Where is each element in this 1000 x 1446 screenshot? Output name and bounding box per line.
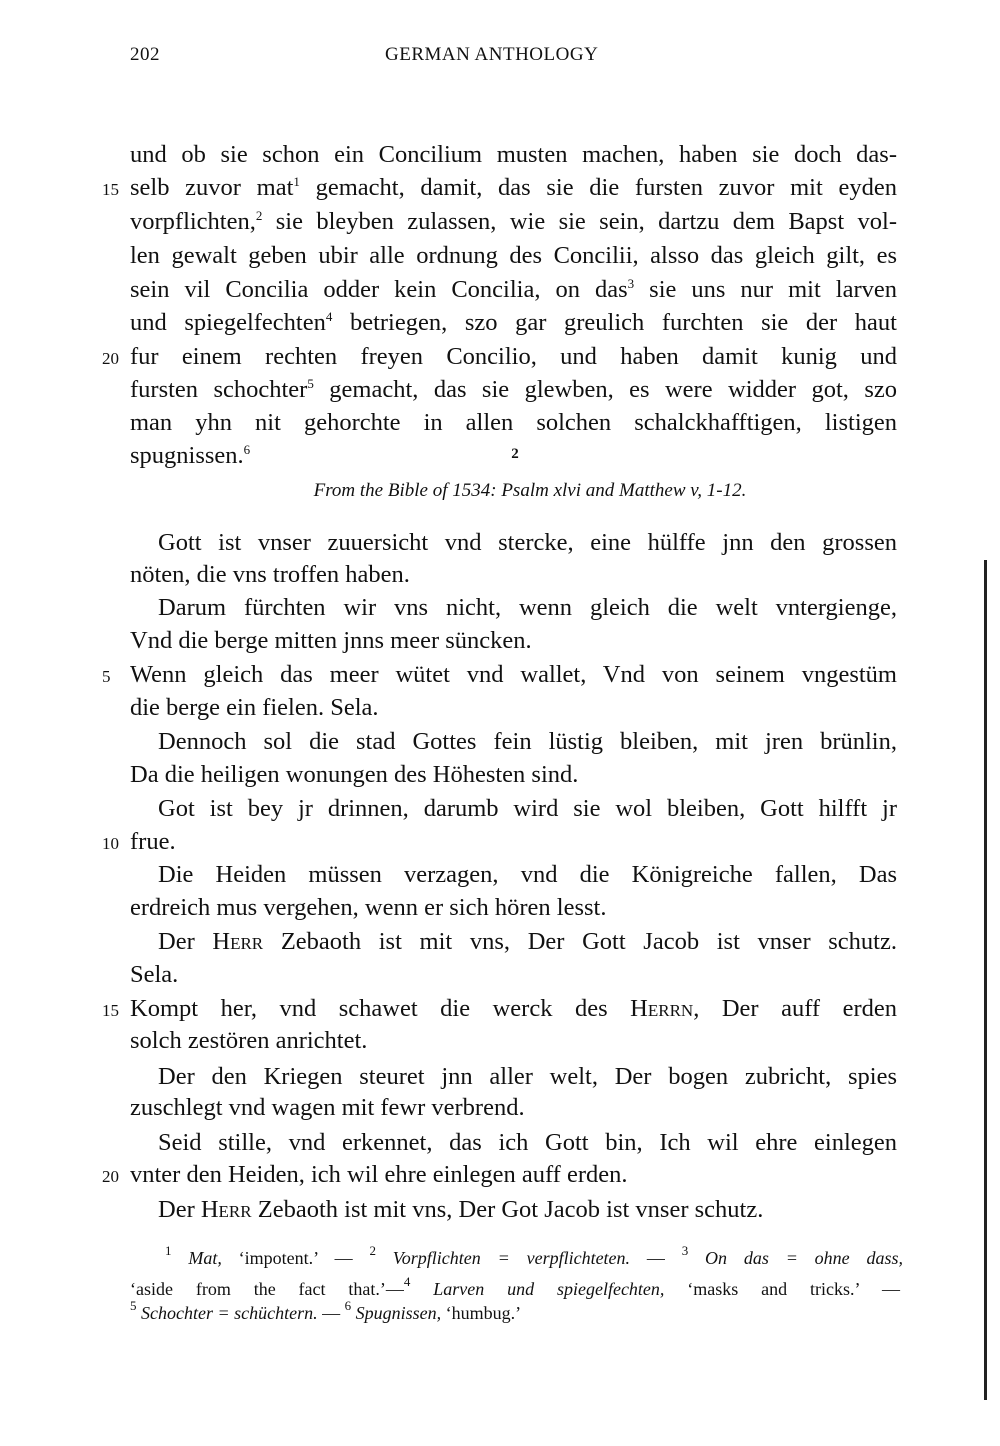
psalm-line (158, 727, 897, 757)
small-caps-text: Herr (212, 928, 264, 955)
line-text: sie uns nur mit larven (634, 276, 897, 303)
line-text: selb zuvor mat (130, 174, 294, 201)
line-text: frue. (130, 828, 176, 855)
footnote-text: ‘impotent.’ — (221, 1248, 370, 1268)
line-number: 20 (102, 349, 119, 368)
line-text: Gott ist vnser zuuersicht vnd stercke, eine hülffe jnn den grossen (158, 529, 897, 556)
prose-line (130, 241, 897, 271)
psalm-line (130, 626, 897, 656)
footnote-line (130, 1298, 905, 1325)
footnote-term: Mat, (188, 1248, 222, 1268)
scan-edge-line (984, 560, 987, 1400)
line-text: Vnd die berge mitten jnns meer süncken. (130, 627, 532, 654)
psalm-line (158, 593, 897, 623)
prose-line (130, 375, 897, 405)
line-text: Der (158, 1196, 201, 1223)
psalm-line (130, 693, 897, 723)
line-text: Sela. (130, 961, 179, 988)
footnote-ref: 2 (255, 208, 263, 223)
prose-line (130, 275, 897, 305)
line-text: sie bleyben zulassen, wie sie sein, dartzu dem Bapst vol- (262, 208, 897, 235)
line-text: Der (158, 928, 213, 955)
line-text: und spiegelfechten (130, 309, 326, 336)
footnote-text: ‘masks and tricks.’ — (664, 1279, 901, 1299)
line-text: betriegen, szo gar greulich furchten sie der haut (332, 309, 897, 336)
prose-line (130, 342, 897, 372)
footnote-text: ‘humbug.’ (441, 1303, 522, 1323)
psalm-line (130, 760, 897, 790)
psalm-line (158, 860, 897, 890)
prose-line (130, 408, 897, 438)
running-title: GERMAN ANTHOLOGY (385, 44, 599, 65)
line-text: man yhn nit gehorchte in allen solchen schalckhafftigen, listigen (130, 409, 897, 436)
line-text: Dennoch sol die stad Gottes fein lüstig bleiben, mit jren brünlin, (158, 728, 897, 755)
psalm-line (158, 1195, 897, 1225)
line-text: Der den Kriegen steuret jnn aller welt, Der bogen zubricht, spies (158, 1063, 897, 1090)
line-text: erdreich mus vergehen, wenn er sich hören lesst. (130, 894, 607, 921)
section-number: 2 (511, 446, 519, 462)
line-text: Die Heiden müssen verzagen, vnd die Königreiche fallen, Das (158, 861, 897, 888)
line-number: 10 (102, 834, 119, 853)
line-text: Zebaoth ist mit vns, Der Gott Jacob ist vnser schutz. (263, 928, 897, 955)
psalm-line (130, 560, 897, 590)
footnote-term: Schochter = schüchtern. (141, 1303, 318, 1323)
footnote-line (130, 1274, 901, 1301)
line-text: , Der auff erden (693, 995, 897, 1022)
section-title: From the Bible of 1534: Psalm xlvi and Matthew v, 1-12. (313, 480, 747, 501)
page-number: 202 (130, 44, 160, 65)
line-text: nöten, die vns troffen haben. (130, 561, 410, 588)
line-number: 15 (102, 1001, 119, 1020)
psalm-line (158, 794, 897, 824)
footnote-term: On das = ohne dass, (705, 1248, 903, 1268)
line-text: vnter den Heiden, ich wil ehre einlegen auff erden. (130, 1161, 628, 1188)
line-number: 20 (102, 1167, 119, 1186)
prose-line (130, 207, 897, 237)
line-text: fur einem rechten freyen Concilio, und haben damit kunig und (130, 343, 897, 370)
line-text: Darum fürchten wir vns nicht, wenn gleich die welt vntergienge, (158, 594, 897, 621)
footnote-marker: 3 (681, 1243, 689, 1258)
prose-line (130, 173, 897, 203)
footnote-marker: 6 (344, 1298, 352, 1313)
footnote-marker: 5 (130, 1298, 137, 1313)
line-text: Zebaoth ist mit vns, Der Got Jacob ist vnser schutz. (251, 1196, 764, 1223)
line-text: Da die heiligen wonungen des Höhesten sind. (130, 761, 579, 788)
psalm-line (130, 660, 897, 690)
line-text: vorpflichten, (130, 208, 256, 235)
line-text: fursten schochter (130, 376, 308, 403)
prose-line (130, 140, 897, 170)
psalm-line (130, 1160, 897, 1190)
footnote-text: ‘aside from the fact that.’— (130, 1279, 404, 1299)
footnote-text: — (317, 1303, 345, 1323)
line-text: len gewalt geben ubir alle ordnung des Concilii, alsso das gleich gilt, es (130, 242, 897, 269)
line-text: gemacht, das sie glewben, es were widder got, szo (313, 376, 897, 403)
psalm-line (130, 1026, 897, 1056)
footnote-marker: 4 (403, 1274, 411, 1289)
footnote-ref: 4 (325, 309, 333, 324)
line-text: sein vil Concilia odder kein Concilia, on das (130, 276, 628, 303)
footnote-term: Vorpflichten = verpflichteten. (392, 1248, 631, 1268)
line-text: Kompt her, vnd schawet die werck des (130, 995, 631, 1022)
psalm-line (158, 1128, 897, 1158)
small-caps-text: Herrn (630, 995, 694, 1022)
psalm-line (130, 1093, 897, 1123)
footnote-ref: 3 (627, 276, 635, 291)
footnote-term: Larven und spiegelfechten, (433, 1279, 665, 1299)
line-text: Seid stille, vnd erkennet, das ich Gott bin, Ich wil ehre einlegen (158, 1129, 897, 1156)
psalm-line (130, 960, 897, 990)
line-text: Wenn gleich das meer wütet vnd wallet, Vnd von seinem vngestüm (130, 661, 897, 688)
psalm-line (158, 927, 897, 957)
line-number: 15 (102, 180, 119, 199)
footnote-marker: 2 (369, 1243, 376, 1258)
footnote-line (165, 1243, 903, 1270)
footnote-ref: 6 (243, 442, 251, 457)
psalm-line (158, 1062, 897, 1092)
small-caps-text: Herr (200, 1196, 252, 1223)
footnote-term: Spugnissen, (355, 1303, 442, 1323)
psalm-line (158, 528, 897, 558)
psalm-line (130, 827, 897, 857)
footnote-text: — (630, 1248, 682, 1268)
line-text: spugnissen. (130, 442, 244, 469)
line-text: solch zestören anrichtet. (130, 1027, 368, 1054)
prose-line (130, 308, 897, 338)
footnote-ref: 5 (307, 376, 314, 391)
line-text: die berge ein fielen. Sela. (130, 694, 379, 721)
line-text: und ob sie schon ein Concilium musten machen, haben sie doch das- (130, 141, 897, 168)
footnote-marker: 1 (165, 1243, 172, 1258)
footnote-ref: 1 (293, 174, 300, 189)
line-text: gemacht, damit, das sie die fursten zuvor mit eyden (299, 174, 897, 201)
line-text: Got ist bey jr drinnen, darumb wird sie wol bleiben, Gott hilfft jr (158, 795, 897, 822)
line-text: zuschlegt vnd wagen mit fewr verbrend. (130, 1094, 525, 1121)
line-number: 5 (102, 667, 111, 686)
psalm-line (130, 893, 897, 923)
psalm-line (130, 994, 897, 1024)
